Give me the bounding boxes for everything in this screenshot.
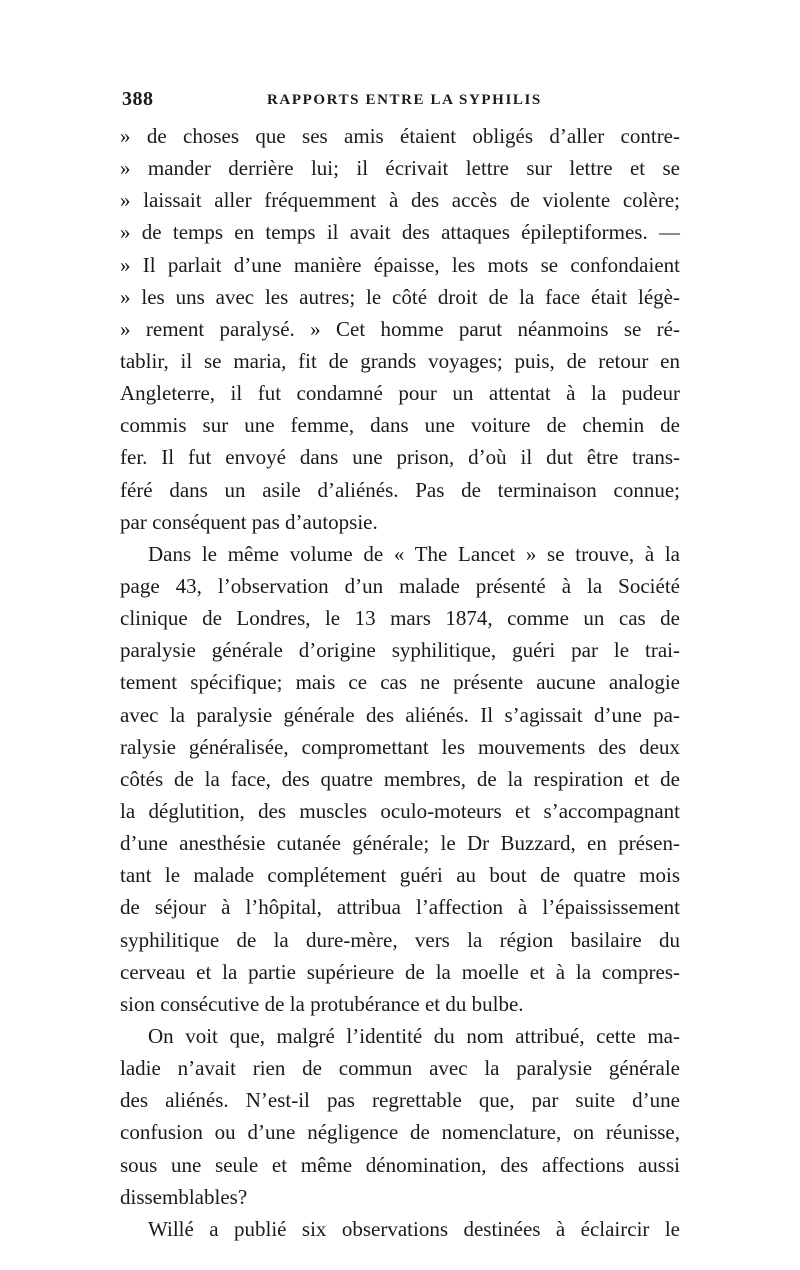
text-line: » rement paralysé. » Cet homme parut néanmoins se ré- [120,316,680,341]
page-header [122,88,678,118]
text-line: côtés de la face, des quatre membres, de la respiration et de [120,766,680,791]
text-line: » de temps en temps il avait des attaques épileptiformes. — [120,220,680,245]
text-line: ralysie généralisée, compromettant les mouvements des deux [120,734,680,759]
text-line: confusion ou d’une négligence de nomenclature, on réunisse, [120,1120,680,1145]
text-line: cerveau et la partie supérieure de la moelle et à la compres- [120,959,680,984]
text-line: ladie n’avait rien de commun avec la paralysie générale [120,1056,680,1081]
text-line: » de choses que ses amis étaient obligés d’aller contre- [120,124,680,148]
text-line: féré dans un asile d’aliénés. Pas de terminaison connue; [120,477,680,502]
body-text [120,120,680,1245]
text-line: de séjour à l’hôpital, attribua l’affection à l’épaississement [120,895,680,920]
text-line: fer. Il fut envoyé dans une prison, d’où il dut être trans- [120,445,680,470]
text-line: Angleterre, il fut condamné pour un attentat à la pudeur [120,381,680,406]
text-line: la déglutition, des muscles oculo-moteurs et s’accompagnant [120,798,680,823]
text-line: Willé a publié six observations destinées à éclaircir le [148,1216,680,1241]
text-line: par conséquent pas d’autopsie. [120,509,378,534]
text-line: commis sur une femme, dans une voiture de chemin de [120,413,680,438]
text-line: On voit que, malgré l’identité du nom attribué, cette ma- [148,1023,680,1048]
text-line: » Il parlait d’une manière épaisse, les mots se confondaient [120,252,680,277]
text-line: » les uns avec les autres; le côté droit de la face était légè- [120,284,680,309]
text-line: tement spécifique; mais ce cas ne présente aucune analogie [120,670,680,695]
text-line: page 43, l’observation d’un malade présenté à la Société [120,573,680,598]
text-line: dissemblables? [120,1184,248,1209]
page-number: 388 [122,88,154,110]
text-line: » mander derrière lui; il écrivait lettre sur lettre et se [120,156,680,181]
text-line: avec la paralysie générale des aliénés. Il s’agissait d’une pa- [120,702,680,727]
text-line: Dans le même volume de « The Lancet » se trouve, à la [148,541,680,566]
text-line: sous une seule et même dénomination, des affections aussi [120,1152,680,1177]
text-line: tant le malade complétement guéri au bout de quatre mois [120,863,680,888]
text-line: syphilitique de la dure-mère, vers la région basilaire du [120,927,680,952]
text-line: d’une anesthésie cutanée générale; le Dr Buzzard, en présen- [120,831,680,856]
text-line: tablir, il se maria, fit de grands voyages; puis, de retour en [120,348,680,373]
text-line: clinique de Londres, le 13 mars 1874, comme un cas de [120,606,680,631]
text-line: des aliénés. N’est-il pas regrettable que, par suite d’une [120,1088,680,1113]
text-line: sion consécutive de la protubérance et du bulbe. [120,991,524,1016]
running-title: RAPPORTS ENTRE LA SYPHILIS [267,92,542,108]
text-line: paralysie générale d’origine syphilitique, guéri par le trai- [120,638,680,663]
text-line: » laissait aller fréquemment à des accès de violente colère; [120,188,680,213]
